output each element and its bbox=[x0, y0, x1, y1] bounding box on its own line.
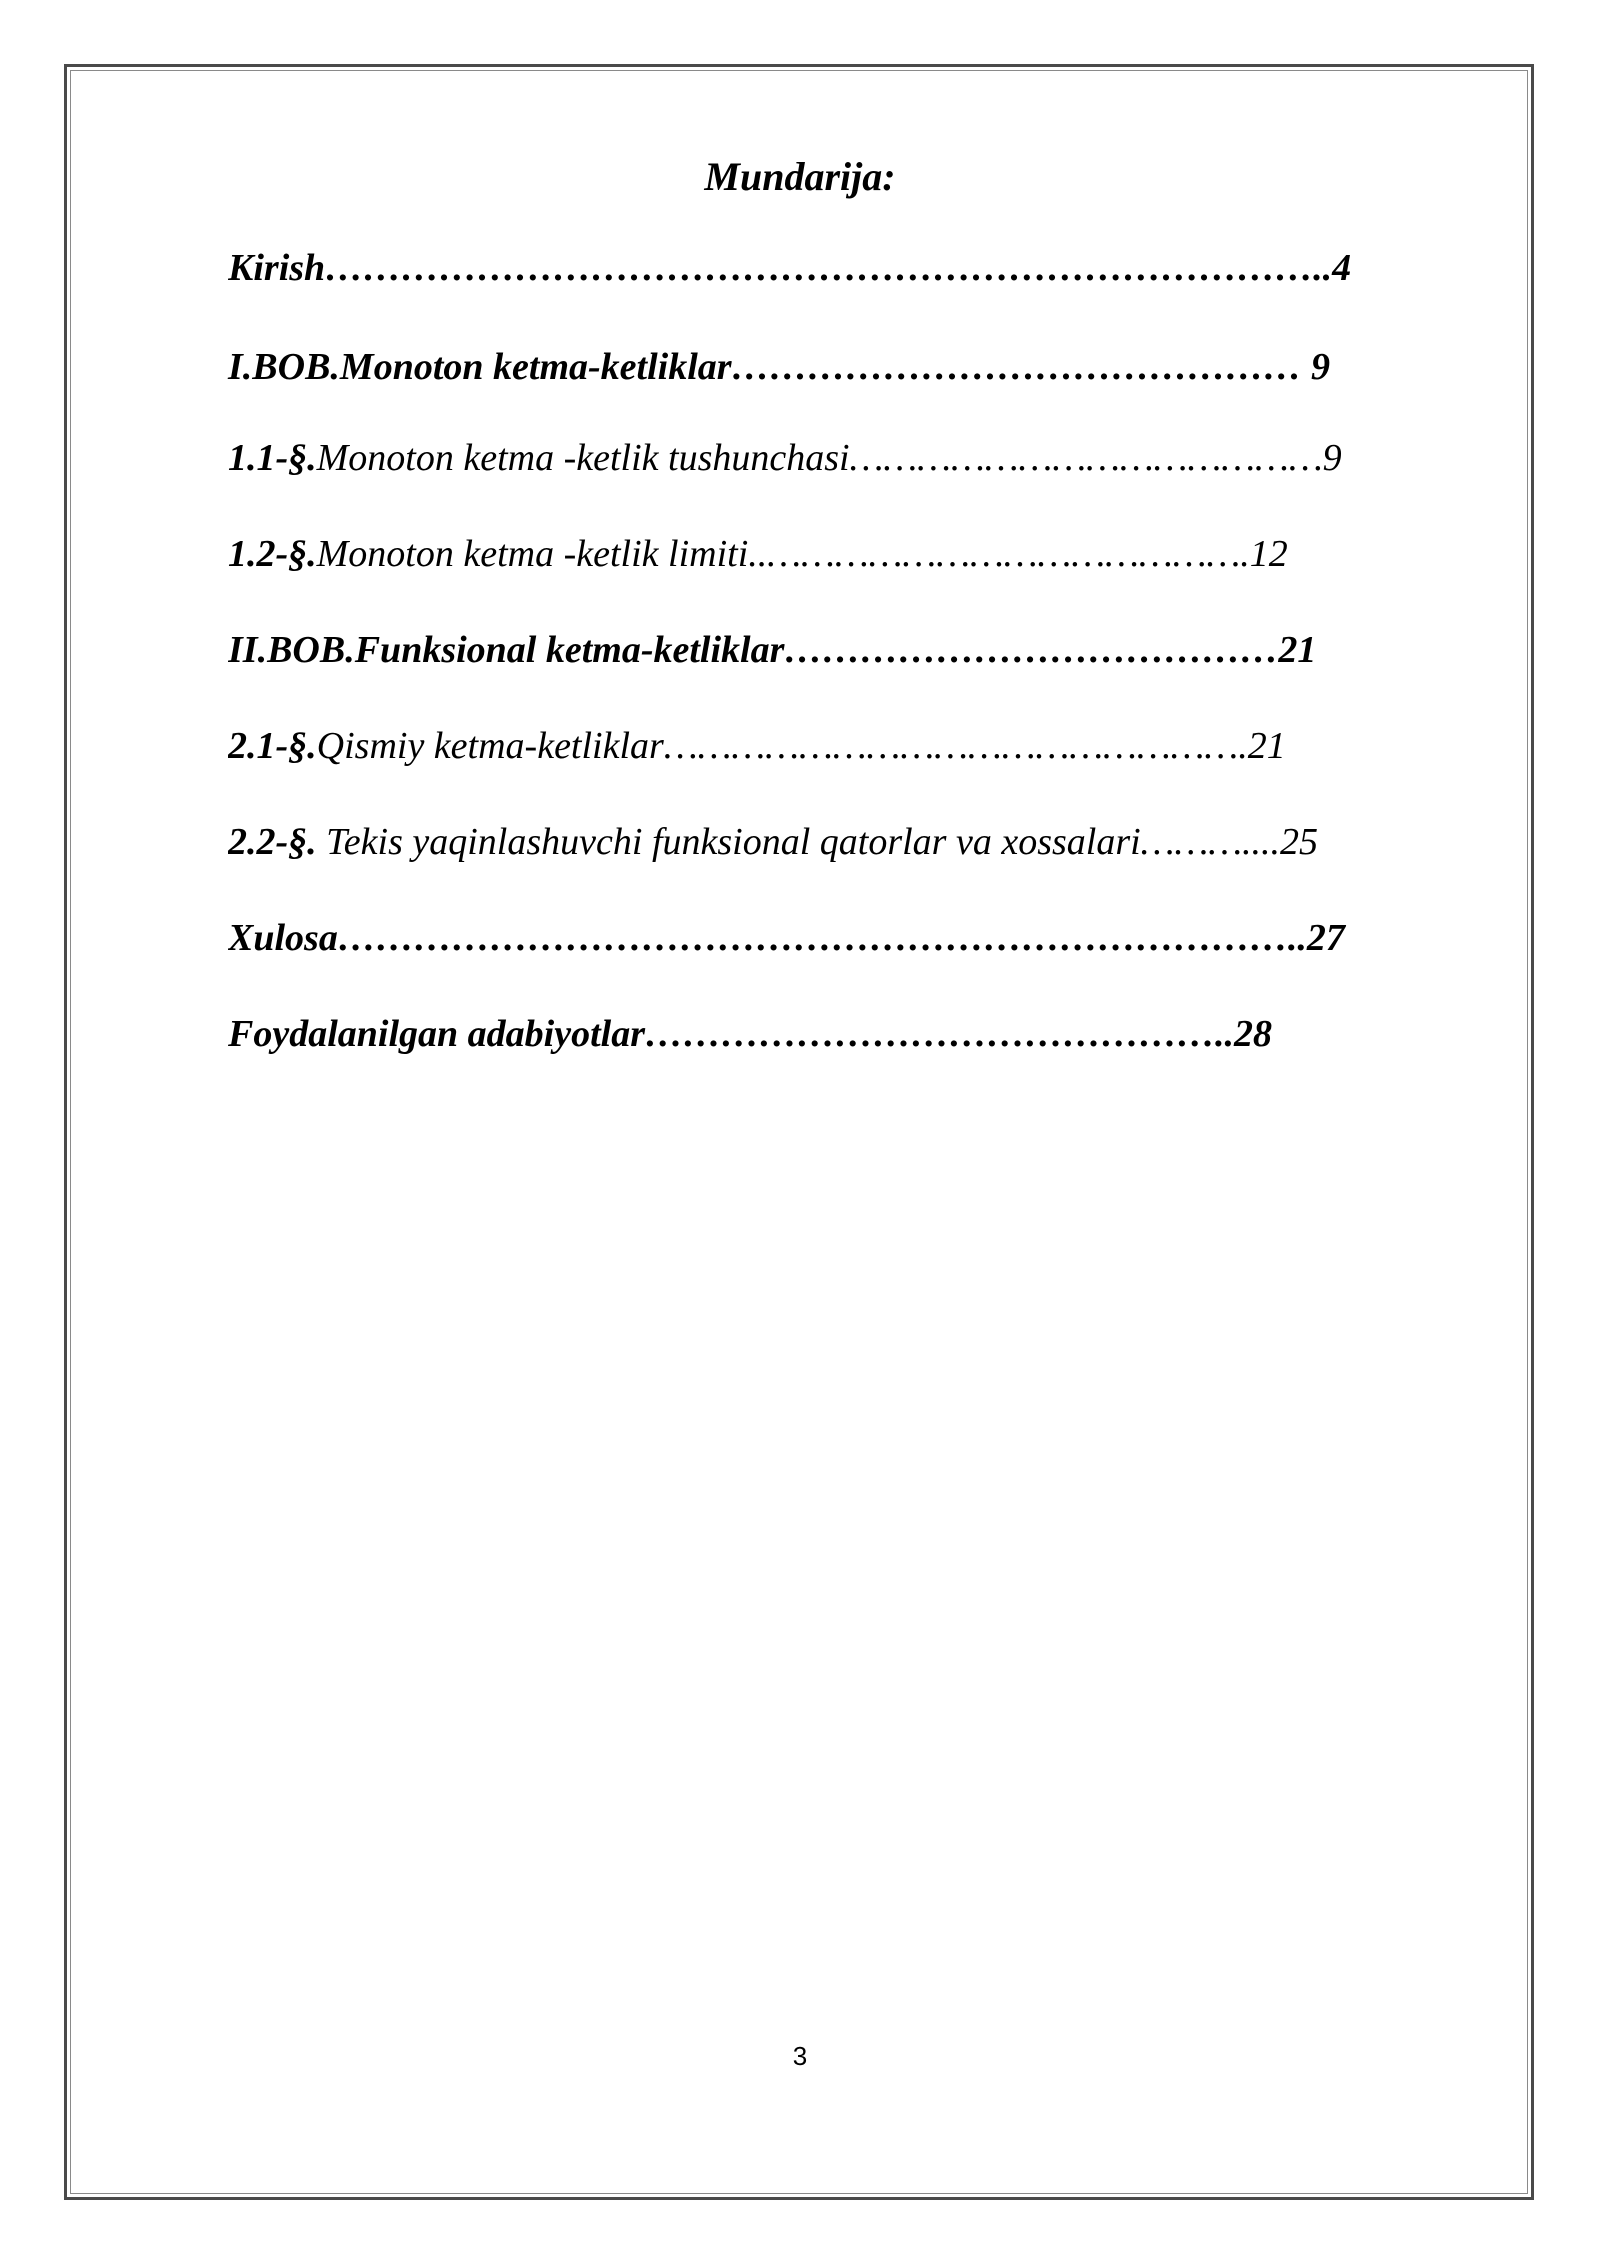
toc-entry-section-1-1 bbox=[228, 434, 1468, 482]
toc-entry-chapter-2: II.BOB.Funksional ketma-ketliklar…………………………………21 bbox=[228, 629, 1317, 671]
table-of-contents bbox=[228, 244, 1468, 1106]
toc-entry-section-2-1 bbox=[228, 722, 1468, 770]
section-number: 1.1-§. bbox=[228, 437, 317, 479]
section-title: Qismiy ketma-ketliklar…………………………………………….21 bbox=[316, 725, 1286, 767]
toc-entry-section-1-2 bbox=[228, 530, 1468, 578]
toc-title: Mundarija: bbox=[704, 154, 896, 199]
section-number: 2.1-§. bbox=[228, 725, 317, 767]
section-number: 2.2-§. bbox=[228, 821, 317, 863]
section-number: 1.2-§. bbox=[228, 533, 317, 575]
section-title: Monoton ketma -ketlik limiti..…………………………………….12 bbox=[316, 533, 1288, 575]
toc-entry-adabiyotlar: Foydalanilgan adabiyotlar………………………………………..28 bbox=[228, 1013, 1272, 1055]
toc-entry-section-2-2 bbox=[228, 818, 1468, 866]
page-number: 3 bbox=[792, 2041, 808, 2071]
toc-entry-xulosa: Xulosa…………………………………………………………………..27 bbox=[228, 917, 1345, 959]
toc-entry-kirish: Kirish……………………………………………………………………..4 bbox=[228, 247, 1352, 289]
section-title: Monoton ketma -ketlik tushunchasi……………………………………9 bbox=[316, 437, 1342, 479]
section-title: Tekis yaqinlashuvchi funksional qatorlar va xossalari………....25 bbox=[316, 821, 1319, 863]
toc-entry-chapter-1: I.BOB.Monoton ketma-ketliklar……………………………………… 9 bbox=[228, 346, 1331, 388]
